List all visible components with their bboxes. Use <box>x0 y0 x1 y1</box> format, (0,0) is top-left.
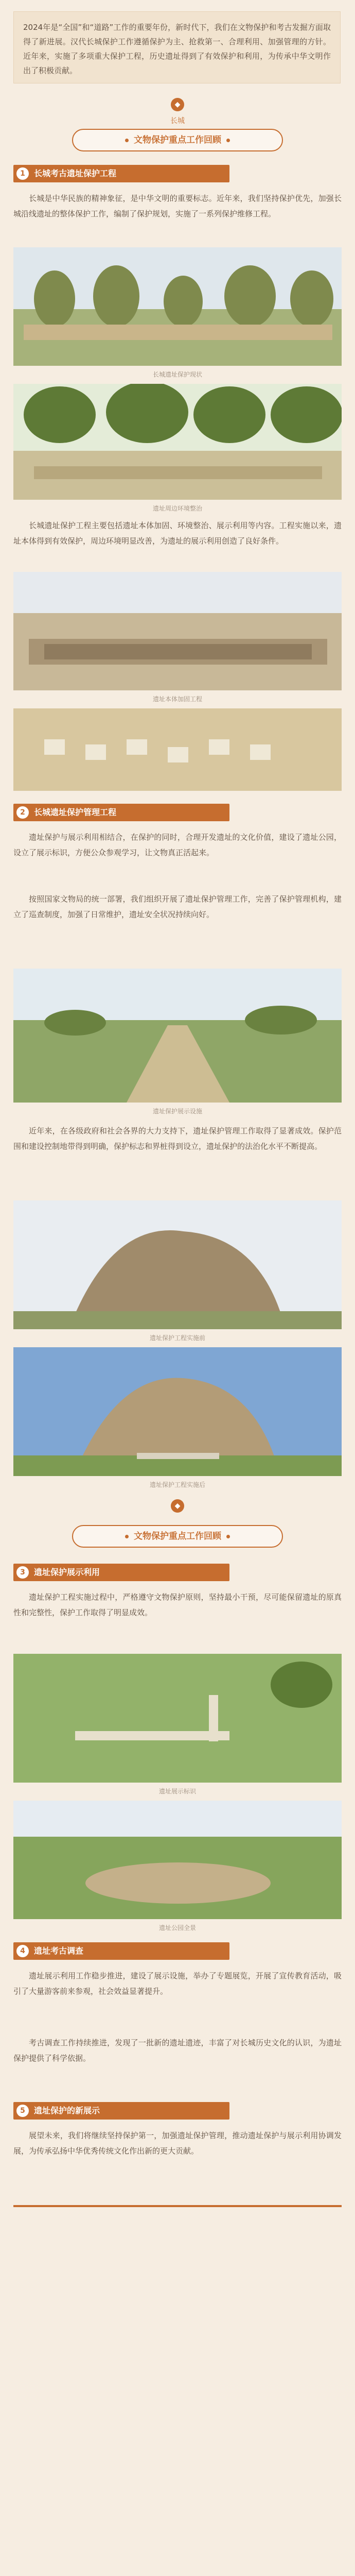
dot-icon <box>125 139 129 142</box>
intro-box <box>13 11 341 83</box>
section-header-1 <box>13 165 229 182</box>
photo-caption: 遗址公园全景 <box>158 1924 196 1931</box>
paragraph: 长城遗址保护工程主要包括遗址本体加固、环境整治、展示利用等内容。工程实施以来，遗址本体得到有效保护，周边环境明显改善，为遗址的展示利用创造了良好条件。 <box>13 521 342 546</box>
section-title: 遗址保护的新展示 <box>34 2106 100 2115</box>
section-header-2 <box>13 804 229 821</box>
dot-icon <box>125 1535 129 1538</box>
park-image <box>13 1801 342 1919</box>
paragraph: 长城是中华民族的精神象征，是中华文明的重要标志。近年来，我们坚持保护优先，加强长城沿线遗址的整体保护工作，编制了保护规划，实施了一系列保护维修工程。 <box>13 194 342 218</box>
dot-icon <box>226 139 230 142</box>
ornament-icon: ◆ <box>171 98 184 111</box>
section-header-4 <box>13 1942 229 1960</box>
display-marker-image <box>13 1654 342 1783</box>
paragraph: 展望未来，我们将继续坚持保护第一，加强遗址保护管理，推动遗址保护与展示利用协调发展，为传承弘扬中华优秀传统文化作出新的更大贡献。 <box>13 2131 342 2156</box>
photo-caption: 遗址周边环境整治 <box>152 505 202 512</box>
photo-caption: 遗址保护展示设施 <box>152 1108 202 1115</box>
intro-text: 2024年是“全国”和“道路”工作的重要年份，新时代下，我们在文物保护和考古发掘方面取得了新进展。汉代长城保护工作遵循保护为主、抢救第一、合理利用、加强管理的方针。近年来，实施了多项重大保护工程，历史遗址得到了有效保护和利用，为传承中华文明作出了积极贡献。 <box>23 23 331 75</box>
photo-5 <box>13 969 342 1103</box>
path-image <box>13 969 342 1103</box>
paragraph: 近年来，在各级政府和社会各界的大力支持下，遗址保护管理工作取得了显著成效。保护范围和建设控制地带得到明确，保护标志和界桩得到设立，遗址保护的法治化水平不断提高。 <box>13 1126 342 1151</box>
paragraph: 遗址保护工程实施过程中，严格遵守文物保护原则，坚持最小干预，尽可能保留遗址的原真性和完整性，保护工作取得了明显成效。 <box>13 1592 342 1617</box>
photo-3 <box>13 572 342 690</box>
photo-caption: 遗址保护工程实施前 <box>149 1334 205 1342</box>
photo-2 <box>13 384 342 500</box>
section-number: 2 <box>16 806 29 819</box>
photo-caption: 遗址展示标识 <box>158 1788 196 1795</box>
photo-caption: 长城遗址保护现状 <box>152 371 202 378</box>
paragraph: 遗址展示利用工作稳步推进，建设了展示设施，举办了专题展览，开展了宣传教育活动，吸引了大量游客前来参观，社会效益显著提升。 <box>13 1971 342 1996</box>
mound-after-image <box>13 1347 342 1476</box>
section-ornament <box>0 98 355 126</box>
landscape-image <box>13 247 342 366</box>
excavation-image <box>13 572 342 690</box>
section-number: 3 <box>16 1566 29 1579</box>
photo-4 <box>13 708 342 791</box>
paragraph: 按照国家文物局的统一部署，我们组织开展了遗址保护管理工作，完善了保护管理机构，建立了巡查制度，加强了日常维护，遗址安全状况持续向好。 <box>13 894 342 919</box>
paragraph: 考古调查工作持续推进，发现了一批新的遗址遗迹，丰富了对长城历史文化的认识，为遗址保护提供了科学依据。 <box>13 2038 342 2063</box>
banner-heading-2: 文物保护重点工作回顾 <box>72 1525 283 1548</box>
section-title: 长城考古遗址保护工程 <box>34 168 117 178</box>
field-image <box>13 708 342 791</box>
photo-8 <box>13 1654 342 1783</box>
photo-caption: 遗址保护工程实施后 <box>149 1481 205 1488</box>
photo-caption: 遗址本体加固工程 <box>152 696 202 703</box>
dot-icon <box>226 1535 230 1538</box>
photo-1 <box>13 247 342 366</box>
photo-6 <box>13 1200 342 1329</box>
paragraph: 遗址保护与展示利用相结合，在保护的同时，合理开发遗址的文化价值，建设了遗址公园，设立了展示标识，方便公众参观学习，让文物真正活起来。 <box>13 833 342 857</box>
section-title: 长城遗址保护管理工程 <box>34 807 117 817</box>
banner-heading-1: 文物保护重点工作回顾 <box>72 129 283 151</box>
section-number: 5 <box>16 2105 29 2117</box>
footer-divider <box>13 2205 342 2207</box>
section-title: 遗址保护展示利用 <box>34 1567 100 1577</box>
section-number: 4 <box>16 1945 29 1957</box>
ornament-icon: ◆ <box>171 1499 184 1513</box>
ornament-label: 长城 <box>170 117 185 125</box>
photo-9 <box>13 1801 342 1919</box>
section-header-3 <box>13 1564 229 1581</box>
section-title: 遗址考古调查 <box>34 1946 84 1956</box>
section-ornament <box>0 1499 355 1513</box>
section-number: 1 <box>16 167 29 180</box>
mound-before-image <box>13 1200 342 1329</box>
trees-image <box>13 384 342 500</box>
section-header-5 <box>13 2102 229 2120</box>
photo-7 <box>13 1347 342 1476</box>
